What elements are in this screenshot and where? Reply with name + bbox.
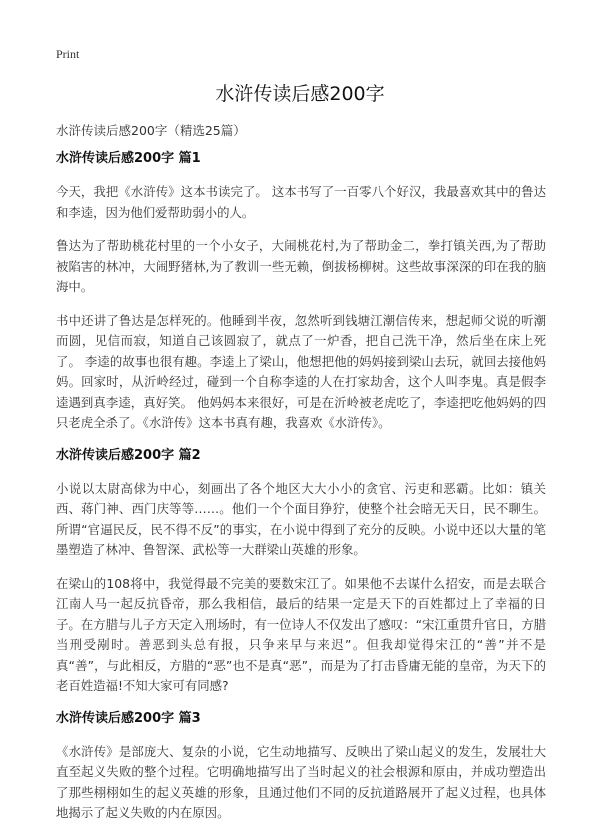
paragraph: 今天，我把《水浒传》这本书读完了。 这本书写了一百零八个好汉，我最喜欢其中的鲁达和李逵，因为他们爱帮助弱小的人。	[56, 184, 546, 220]
section-1	[56, 150, 546, 434]
paragraph: 鲁达为了帮助桃花村里的一个小女子，大闹桃花村,为了帮助金二，拳打镇关西,为了帮助被陷害的林冲，大闹野猪林,为了教训一些无赖，倒拔杨柳树。这些故事深深的印在我的脑海中。	[56, 238, 546, 294]
page-title: 水浒传读后感200字	[215, 83, 385, 105]
section-3	[56, 710, 546, 824]
paragraph: 《水浒传》是部庞大、复杂的小说，它生动地描写、反映出了梁山起义的发生，发展壮大直至起义失败的整个过程。它明确地描写出了当时起义的社会根源和原由，并成功塑造出了那些栩栩如生的起义英雄的形象，且通过他们不同的反抗道路展开了起义过程，也具体地揭示了起义失败的内在原因。	[56, 743, 546, 820]
section-heading: 水浒传读后感200字 篇1	[56, 151, 201, 166]
section-heading: 水浒传读后感200字 篇3	[56, 710, 201, 726]
paragraph: 小说以太尉高俅为中心，刻画出了各个地区大大小小的贪官、污吏和恶霸。比如：镇关西、蒋门神、西门庆等等……。他们一个个面目狰狞，使整个社会暗无天日，民不聊生。所谓“官逼民反，民不得不反”的事实，在小说中得到了充分的反映。小说中还以大量的笔墨塑造了林冲、鲁智深、武松等一大群梁山英雄的形象。	[56, 480, 546, 557]
paragraph: 书中还讲了鲁达是怎样死的。他睡到半夜，忽然听到钱塘江潮信传来，想起师父说的听潮而圆，见信而寂，知道自己该圆寂了，就点了一炉香，把自己洗干净，然后坐在床上死了。 李逵的故事也很有趣。李逵上了梁山，他想把他的妈妈接到梁山去玩，就回去接他妈妈。回家时，从沂岭经过，碰到一个自称李逵的人在打家劫舍，这个人叫李鬼。真是假李逵遇到真李逵，真好笑。 他妈妈本来很好，可是在沂岭被老虎吃了，李逵把吃他妈妈的四只老虎全杀了。《水浒传》这本书真有趣，我喜欢《水浒传》。	[56, 312, 546, 430]
paragraph: 在梁山的108将中，我觉得最不完美的要数宋江了。如果他不去谋什么招安，而是去联合江南人马一起反抗昏帝，那么我相信，最后的结果一定是天下的百姓都过上了幸福的日子。在方腊与儿子方天定入刑场时，有一位诗人不仅发出了感叹：“宋江重贯升官日，方腊当刑受剐时。善恶到头总有报，只争来早与来迟”。但我却觉得宋江的“善”并不是真“善”，与此相反，方腊的“恶”也不是真“恶”，而是为了打击昏庸无能的皇帝，为天下的老百姓造福!不知大家可有同感?	[56, 575, 546, 693]
print-link[interactable]: Print	[56, 47, 80, 61]
page-subtitle: 水浒传读后感200字（精选25篇）	[56, 123, 246, 138]
section-heading: 水浒传读后感200字 篇2	[56, 447, 201, 463]
section-2	[56, 447, 546, 697]
article-body	[56, 150, 546, 837]
